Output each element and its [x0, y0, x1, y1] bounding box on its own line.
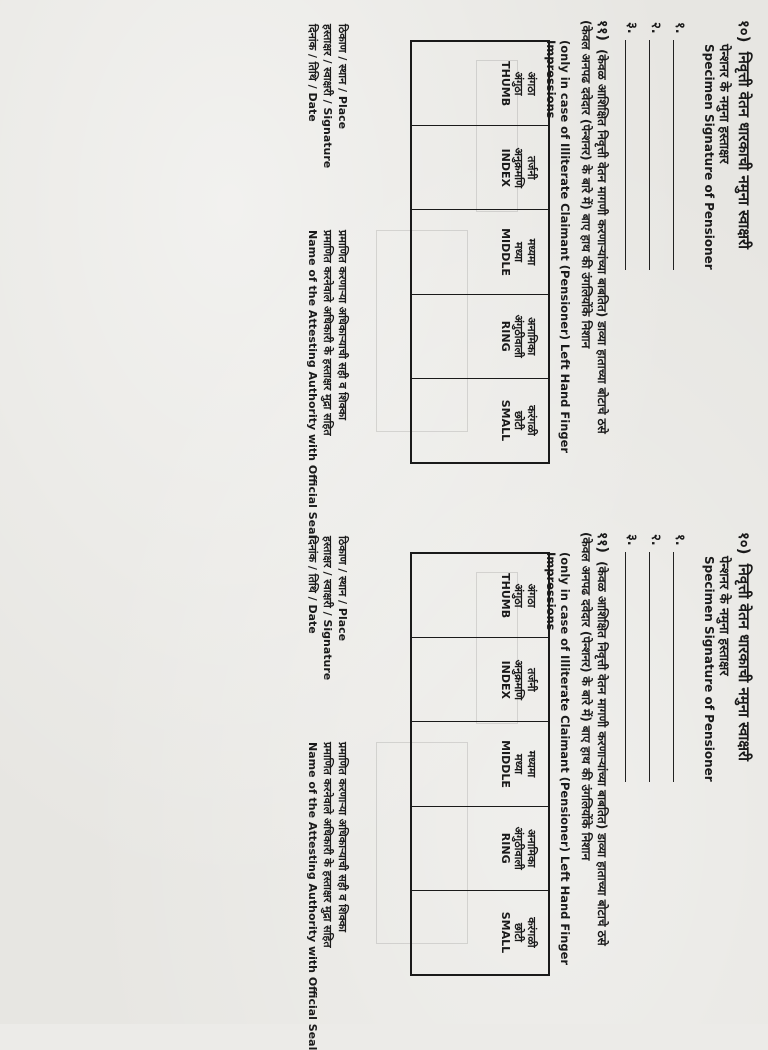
- signature-line-3[interactable]: ३.: [625, 40, 640, 270]
- finger-impression-english: (only in case of Illiterate Claimant (Pensioner) Left Hand Finger Impressions: [544, 552, 572, 966]
- finger-box-index: तर्जनी अनुक्रमणि INDEX: [412, 638, 548, 722]
- finger-box-ring: अनामिका अंगुठीवाली RING: [412, 295, 548, 379]
- finger-box-small: करंगळी छोटी SMALL: [499, 399, 538, 442]
- attesting-authority-labels: [305, 742, 350, 1050]
- place-signature-date-labels: [305, 536, 350, 680]
- attest-marathi: प्रमाणित करणाऱ्या अधिकाऱ्याची सही व शिक्का: [336, 230, 349, 420]
- specimen-signature-hindi: पेन्शनर के नमुना हस्ताक्षर: [716, 556, 731, 676]
- specimen-signature-title: १०) निवृत्ती वेतन धारकाची नमुना स्वाक्षरी: [735, 20, 753, 250]
- attest-english: Name of the Attesting Authority with Official Seal: [306, 230, 319, 539]
- signature-line-1[interactable]: १.: [673, 40, 688, 270]
- finger-impression-english: (only in case of Illiterate Claimant (Pensioner) Left Hand Finger Impressions: [544, 40, 572, 454]
- signature-line-2[interactable]: २.: [649, 40, 664, 270]
- specimen-signature-english: Specimen Signature of Pensioner: [702, 556, 716, 782]
- signature-line-2[interactable]: २.: [649, 552, 664, 782]
- finger-impression-grid: [410, 40, 550, 464]
- attest-english: Name of the Attesting Authority with Official Seal: [306, 742, 319, 1050]
- specimen-signature-title: १०) निवृत्ती वेतन धारकाची नमुना स्वाक्षरी: [735, 532, 753, 762]
- finger-box-thumb: अंगठा अंगुठा THUMB: [412, 554, 548, 638]
- attest-marathi: प्रमाणित करणाऱ्या अधिकाऱ्याची सही व शिक्का: [336, 742, 349, 932]
- date-label: दिनांक / तिथि / Date: [306, 536, 319, 634]
- specimen-signature-hindi: पेन्शनर के नमुना हस्ताक्षर: [716, 44, 731, 164]
- finger-box-middle: मध्यमा मध्या MIDDLE: [412, 722, 548, 806]
- date-label: दिनांक / तिथि / Date: [306, 24, 319, 122]
- place-label: ठिकाण / स्थान / Place: [336, 536, 349, 642]
- pensioner-form-copy-2: [0, 512, 768, 1050]
- attest-hindi: प्रमाणित करनेवाले अधिकारी के हस्ताक्षर मुद्रा सहित: [321, 742, 334, 948]
- finger-box-small: करंगळी छोटी SMALL: [499, 911, 538, 954]
- place-signature-date-labels: [305, 24, 350, 168]
- finger-impression-instructions: ११) (केवळ आशिक्षित निवृत्ती वेतन मागणी करणाऱ्यांच्या बाबतित) डाव्या हाताच्या बोटाचे ठसे (केवल अनपढ दवेदार (पेन्शनर) के बारे में) बाए हाथ की उंगलियोंके निशान: [579, 20, 610, 434]
- signature-label: हस्ताक्षर / स्वाक्षरी / Signature: [321, 24, 334, 169]
- signature-line-1[interactable]: १.: [673, 552, 688, 782]
- finger-impression-grid: [410, 552, 550, 976]
- finger-box-index: तर्जनी अनुक्रमणि INDEX: [412, 126, 548, 210]
- signature-label: हस्ताक्षर / स्वाक्षरी / Signature: [321, 536, 334, 681]
- attest-hindi: प्रमाणित करनेवाले अधिकारी के हस्ताक्षर मुद्रा सहित: [321, 230, 334, 436]
- finger-box-thumb: अंगठा अंगुठा THUMB: [412, 42, 548, 126]
- finger-box-middle: मध्यमा मध्या MIDDLE: [412, 210, 548, 294]
- finger-impression-instructions: ११) (केवळ आशिक्षित निवृत्ती वेतन मागणी करणाऱ्यांच्या बाबतित) डाव्या हाताच्या बोटाचे ठसे (केवल अनपढ दवेदार (पेन्शनर) के बारे में) बाए हाथ की उंगलियोंके निशान: [579, 532, 610, 946]
- signature-line-3[interactable]: ३.: [625, 552, 640, 782]
- place-label: ठिकाण / स्थान / Place: [336, 24, 349, 130]
- specimen-signature-english: Specimen Signature of Pensioner: [702, 44, 716, 270]
- finger-box-ring: अनामिका अंगुठीवाली RING: [412, 807, 548, 891]
- attesting-authority-labels: [305, 230, 350, 539]
